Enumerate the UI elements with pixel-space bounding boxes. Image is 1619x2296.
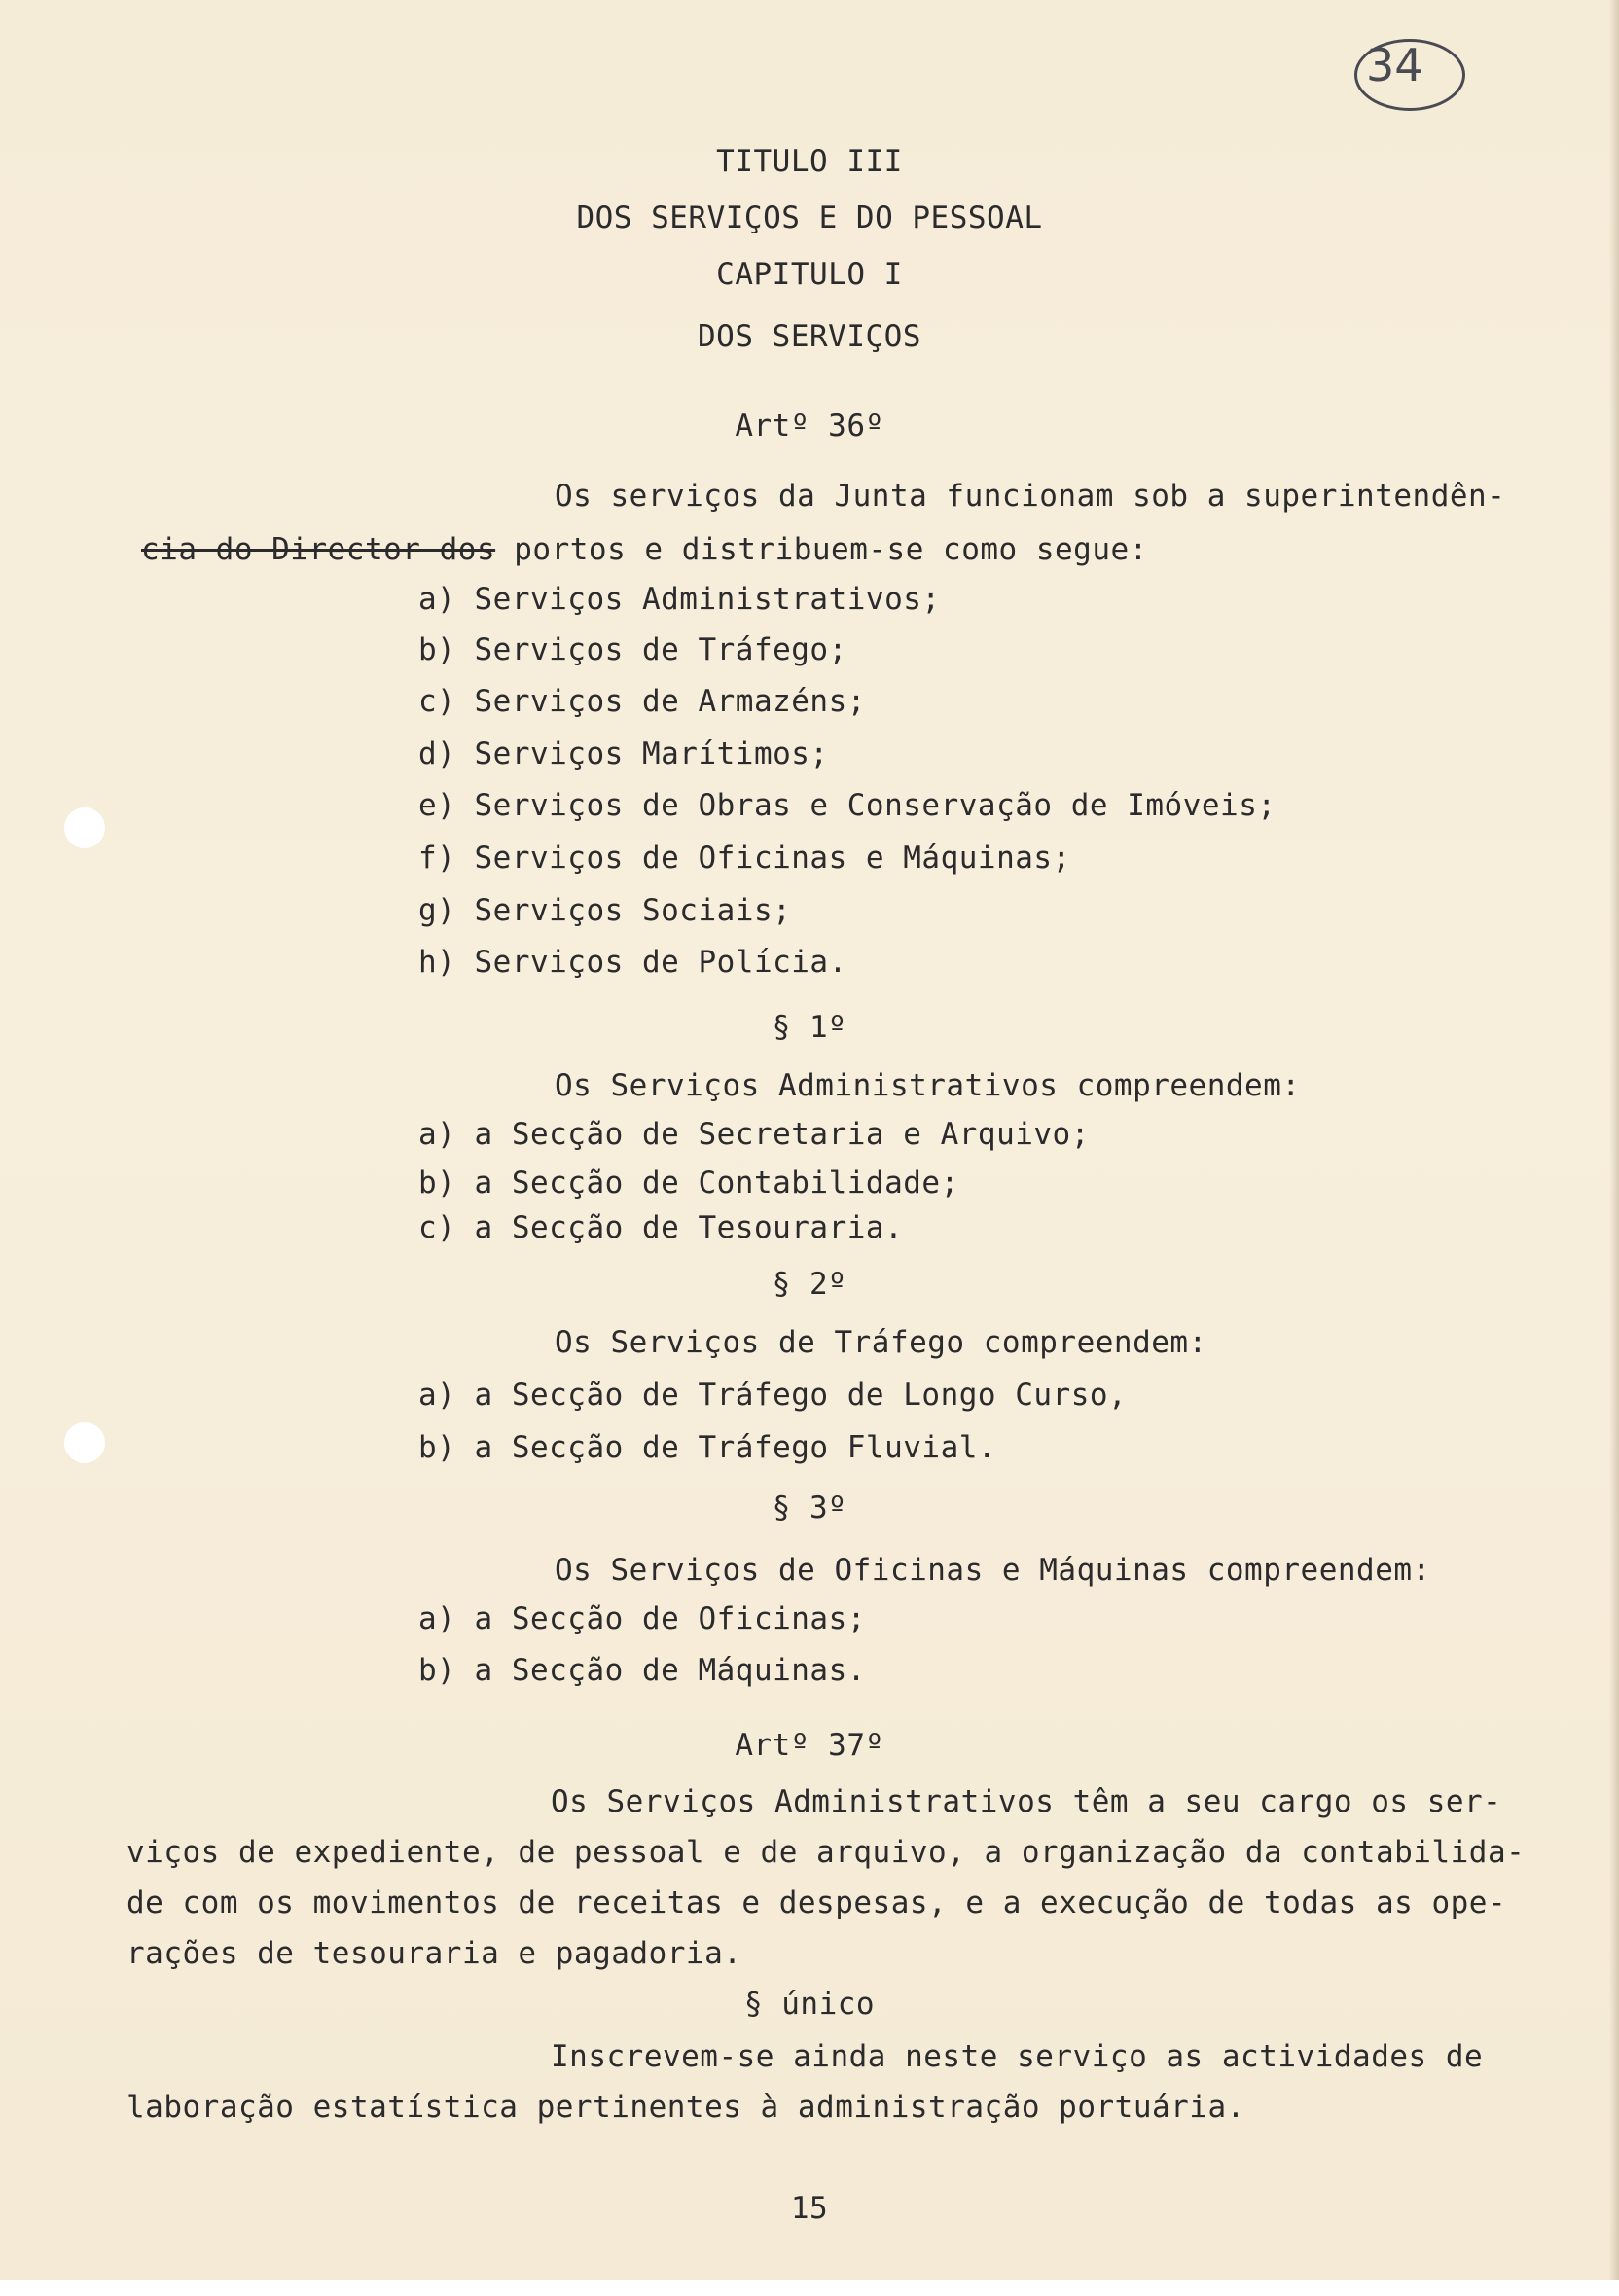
- paragraph-2-intro: Os Serviços de Tráfego compreendem:: [555, 1325, 1207, 1360]
- struck-text: cia do Director dos: [141, 532, 496, 567]
- page-number: 15: [790, 2191, 829, 2226]
- list-item: a) Serviços Administrativos;: [418, 582, 941, 617]
- list-item: e) Serviços de Obras e Conservação de Imóveis;: [418, 788, 1277, 823]
- paragraph-unico-heading: § único: [743, 1987, 876, 2022]
- folio-number: 34: [1366, 39, 1423, 91]
- paragraph-1-intro: Os Serviços Administrativos compreendem:: [555, 1068, 1301, 1103]
- paragraph-3-heading: § 3º: [772, 1490, 847, 1525]
- article-37-line-2: viços de expediente, de pessoal e de arquivo, a organização da contabilida-: [126, 1835, 1526, 1870]
- intro-line-2-rest: portos e distribuem-se como segue:: [495, 532, 1148, 567]
- paragraph-unico-line-2: laboração estatística pertinentes à administração portuária.: [126, 2090, 1245, 2125]
- chapter-title: DOS SERVIÇOS: [698, 319, 921, 354]
- title-heading: TITULO III: [716, 144, 903, 179]
- list-item: a) a Secção de Secretaria e Arquivo;: [418, 1117, 1090, 1152]
- article-36-intro-line-2: [141, 530, 1148, 569]
- list-item: f) Serviços de Oficinas e Máquinas;: [418, 841, 1071, 876]
- list-item: a) a Secção de Tráfego de Longo Curso,: [418, 1378, 1128, 1413]
- paragraph-2-heading: § 2º: [772, 1267, 847, 1302]
- paragraph-unico-line-1: Inscrevem-se ainda neste serviço as actividades de: [551, 2039, 1484, 2074]
- article-37-line-3: de com os movimentos de receitas e despesas, e a execução de todas as ope-: [126, 1885, 1507, 1920]
- article-37-heading: Artº 37º: [735, 1728, 884, 1763]
- article-37-line-4: rações de tesouraria e pagadoria.: [126, 1936, 742, 1971]
- list-item: b) a Secção de Tráfego Fluvial.: [418, 1430, 997, 1465]
- title-subheading: DOS SERVIÇOS E DO PESSOAL: [576, 200, 1043, 235]
- list-item: c) Serviços de Armazéns;: [418, 684, 866, 719]
- list-item: d) Serviços Marítimos;: [418, 736, 829, 771]
- article-36-heading: Artº 36º: [735, 409, 884, 444]
- list-item: b) a Secção de Contabilidade;: [418, 1166, 959, 1201]
- list-item: a) a Secção de Oficinas;: [418, 1601, 866, 1636]
- scan-border: [0, 2280, 1619, 2296]
- list-item: g) Serviços Sociais;: [418, 893, 792, 928]
- punch-hole-lower: [64, 1422, 105, 1463]
- list-item: b) a Secção de Máquinas.: [418, 1653, 866, 1688]
- paragraph-3-intro: Os Serviços de Oficinas e Máquinas compreendem:: [555, 1553, 1431, 1588]
- punch-hole-upper: [64, 807, 105, 848]
- list-item: b) Serviços de Tráfego;: [418, 632, 847, 667]
- article-36-intro-line-1: Os serviços da Junta funcionam sob a superintendên-: [555, 479, 1506, 514]
- paragraph-1-heading: § 1º: [772, 1010, 847, 1045]
- article-37-line-1: Os Serviços Administrativos têm a seu cargo os ser-: [551, 1784, 1502, 1819]
- list-item: c) a Secção de Tesouraria.: [418, 1210, 904, 1245]
- chapter-heading: CAPITULO I: [716, 257, 903, 292]
- list-item: h) Serviços de Polícia.: [418, 945, 847, 980]
